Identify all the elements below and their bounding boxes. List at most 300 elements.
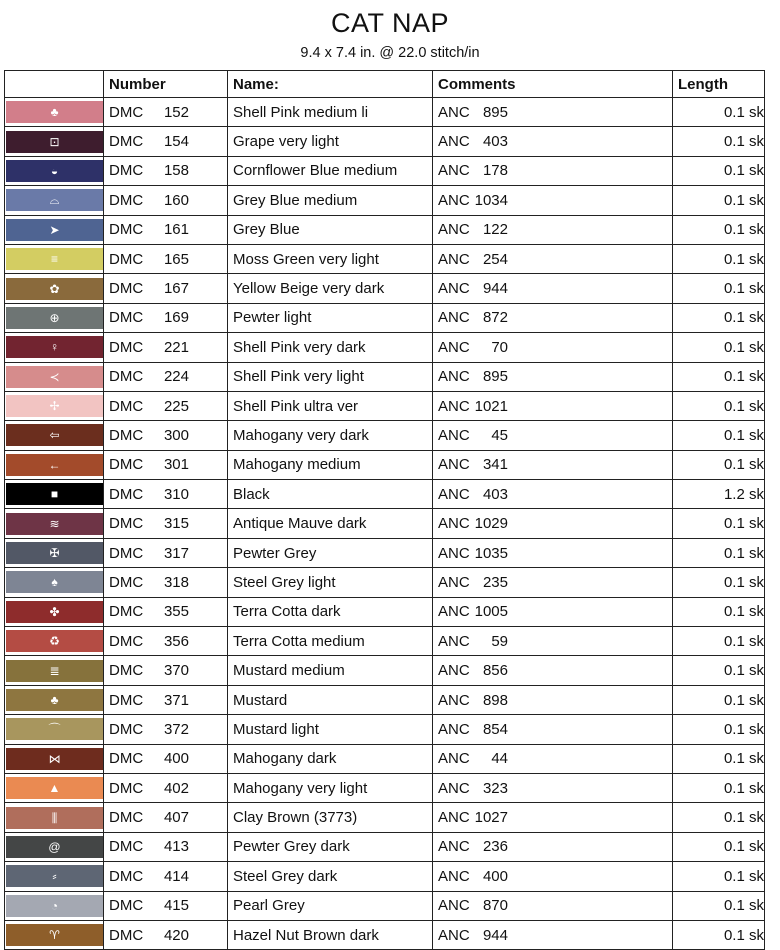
thread-name: Steel Grey dark [228,862,433,891]
anchor-brand: ANC [438,720,470,738]
color-swatch-cell [5,186,104,215]
table-row [5,715,765,744]
table-row [5,862,765,891]
thread-brand: DMC [109,456,144,474]
thread-comment [433,215,673,244]
table-row [5,509,765,538]
table-row [5,920,765,949]
thread-number [104,244,228,273]
table-row [5,333,765,362]
anchor-brand: ANC [438,515,470,533]
thread-name: Black [228,480,433,509]
thread-comment [433,627,673,656]
table-row [5,127,765,156]
thread-number [104,362,228,391]
thread-comment [433,509,673,538]
stitch-symbol-icon: ✿ [49,281,60,296]
anchor-brand: ANC [438,838,470,856]
color-swatch-cell [5,244,104,273]
thread-length: 0.1 sk [673,862,765,891]
thread-length: 0.1 sk [673,509,765,538]
anchor-brand: ANC [438,103,470,121]
thread-brand: DMC [109,897,144,915]
anchor-number: 872 [482,309,508,327]
thread-length: 0.1 sk [673,685,765,714]
table-row [5,186,765,215]
anchor-number: 1035 [474,544,508,562]
thread-code: 158 [163,162,189,180]
thread-code: 300 [163,426,189,444]
color-swatch-cell [5,656,104,685]
color-swatch [6,660,103,682]
anchor-brand: ANC [438,926,470,944]
thread-length: 0.1 sk [673,773,765,802]
color-swatch [6,601,103,623]
anchor-brand: ANC [438,162,470,180]
anchor-number: 870 [482,897,508,915]
stitch-symbol-icon: ≋ [49,516,60,531]
thread-number [104,186,228,215]
thread-comment [433,333,673,362]
thread-code: 407 [163,809,189,827]
color-swatch [6,924,103,946]
stitch-symbol-icon: ♣ [50,105,59,120]
stitch-symbol-icon: ♀ [50,340,59,355]
thread-name: Terra Cotta dark [228,597,433,626]
thread-comment [433,744,673,773]
thread-comment [433,362,673,391]
color-swatch-cell [5,509,104,538]
anchor-number: 403 [482,485,508,503]
color-swatch [6,395,103,417]
thread-name: Shell Pink medium li [228,98,433,127]
thread-name: Steel Grey light [228,568,433,597]
anchor-number: 400 [482,867,508,885]
anchor-brand: ANC [438,280,470,298]
color-swatch-cell [5,215,104,244]
thread-comment [433,156,673,185]
color-swatch-cell [5,450,104,479]
color-swatch-cell [5,362,104,391]
thread-length: 0.1 sk [673,333,765,362]
stitch-symbol-icon: ✢ [49,399,60,414]
thread-brand: DMC [109,691,144,709]
table-row [5,156,765,185]
anchor-brand: ANC [438,662,470,680]
thread-brand: DMC [109,779,144,797]
stitch-symbol-icon: ✠ [49,546,60,561]
anchor-brand: ANC [438,750,470,768]
thread-brand: DMC [109,133,144,151]
thread-number [104,391,228,420]
color-swatch-cell [5,303,104,332]
thread-length: 0.1 sk [673,274,765,303]
table-row [5,744,765,773]
thread-name: Clay Brown (3773) [228,803,433,832]
color-swatch [6,307,103,329]
stitch-symbol-icon: ➤ [49,222,60,237]
color-swatch-cell [5,127,104,156]
header-number: Number [104,71,228,98]
color-swatch [6,807,103,829]
color-swatch-cell [5,832,104,861]
thread-code: 415 [163,897,189,915]
color-swatch [6,101,103,123]
anchor-number: 236 [482,838,508,856]
color-swatch [6,219,103,241]
thread-number [104,333,228,362]
thread-comment [433,538,673,567]
thread-code: 165 [163,250,189,268]
anchor-number: 944 [482,926,508,944]
anchor-number: 59 [491,632,508,650]
color-swatch [6,777,103,799]
thread-name: Hazel Nut Brown dark [228,920,433,949]
thread-comment [433,656,673,685]
stitch-symbol-icon: ◒ [50,163,59,178]
table-row [5,98,765,127]
color-swatch [6,513,103,535]
anchor-number: 254 [482,250,508,268]
thread-brand: DMC [109,397,144,415]
thread-comment [433,597,673,626]
thread-number [104,509,228,538]
thread-brand: DMC [109,103,144,121]
thread-brand: DMC [109,162,144,180]
color-swatch-cell [5,744,104,773]
thread-number [104,685,228,714]
table-header-row [5,71,765,98]
color-swatch [6,189,103,211]
thread-length: 0.1 sk [673,920,765,949]
thread-number [104,98,228,127]
color-swatch-cell [5,685,104,714]
color-swatch [6,160,103,182]
color-swatch-cell [5,480,104,509]
anchor-brand: ANC [438,221,470,239]
thread-brand: DMC [109,838,144,856]
thread-length: 0.1 sk [673,421,765,450]
thread-code: 317 [163,544,189,562]
thread-brand: DMC [109,603,144,621]
thread-code: 414 [163,867,189,885]
thread-brand: DMC [109,280,144,298]
thread-code: 400 [163,750,189,768]
thread-number [104,656,228,685]
stitch-symbol-icon: ⊕ [49,310,60,325]
thread-length: 0.1 sk [673,303,765,332]
thread-name: Yellow Beige very dark [228,274,433,303]
thread-comment [433,773,673,802]
thread-code: 315 [163,515,189,533]
thread-brand: DMC [109,426,144,444]
stitch-symbol-icon: ⸗ [52,869,57,884]
thread-name: Mahogany very light [228,773,433,802]
thread-code: 370 [163,662,189,680]
thread-number [104,920,228,949]
anchor-brand: ANC [438,573,470,591]
thread-length: 0.1 sk [673,244,765,273]
color-swatch [6,336,103,358]
page-title: CAT NAP [330,8,450,38]
anchor-number: 70 [491,338,508,356]
thread-length: 0.1 sk [673,832,765,861]
thread-number [104,773,228,802]
thread-code: 371 [163,691,189,709]
anchor-number: 1027 [474,809,508,827]
anchor-brand: ANC [438,632,470,650]
stitch-symbol-icon: ♣ [50,693,59,707]
thread-name: Mustard [228,685,433,714]
thread-number [104,450,228,479]
thread-brand: DMC [109,926,144,944]
anchor-brand: ANC [438,133,470,151]
anchor-number: 323 [482,779,508,797]
thread-name: Grape very light [228,127,433,156]
stitch-symbol-icon: ⫼ [51,810,58,825]
stitch-symbol-icon: ✤ [49,604,60,619]
thread-code: 152 [163,103,189,121]
thread-comment [433,568,673,597]
anchor-number: 403 [482,133,508,151]
table-row [5,421,765,450]
thread-length: 0.1 sk [673,186,765,215]
stitch-symbol-icon: ♻ [49,634,60,649]
thread-number [104,803,228,832]
thread-name: Pearl Grey [228,891,433,920]
thread-code: 225 [163,397,189,415]
thread-length: 0.1 sk [673,744,765,773]
color-swatch [6,454,103,476]
color-swatch [6,748,103,770]
anchor-brand: ANC [438,544,470,562]
anchor-brand: ANC [438,191,470,209]
anchor-brand: ANC [438,691,470,709]
anchor-brand: ANC [438,368,470,386]
thread-code: 318 [163,573,189,591]
table-row [5,480,765,509]
thread-brand: DMC [109,309,144,327]
stitch-symbol-icon: ▲ [48,781,61,796]
table-body [5,98,765,950]
table-row [5,773,765,802]
thread-length: 1.2 sk [673,480,765,509]
anchor-number: 235 [482,573,508,591]
color-swatch [6,895,103,917]
thread-number [104,568,228,597]
thread-length: 0.1 sk [673,215,765,244]
thread-brand: DMC [109,191,144,209]
color-swatch [6,689,103,711]
thread-number [104,480,228,509]
table-row [5,685,765,714]
thread-name: Antique Mauve dark [228,509,433,538]
thread-length: 0.1 sk [673,127,765,156]
color-swatch [6,248,103,270]
thread-brand: DMC [109,662,144,680]
color-swatch-cell [5,627,104,656]
thread-name: Pewter Grey [228,538,433,567]
color-swatch [6,865,103,887]
color-swatch-cell [5,920,104,949]
thread-comment [433,450,673,479]
thread-comment [433,274,673,303]
anchor-number: 122 [482,221,508,239]
thread-comment [433,186,673,215]
thread-length: 0.1 sk [673,627,765,656]
color-swatch-cell [5,891,104,920]
thread-comment [433,715,673,744]
stitch-symbol-icon: ≡ [50,252,58,267]
anchor-brand: ANC [438,867,470,885]
thread-code: 160 [163,191,189,209]
anchor-brand: ANC [438,426,470,444]
stitch-symbol-icon: ♈ [49,928,60,943]
thread-name: Terra Cotta medium [228,627,433,656]
thread-number [104,215,228,244]
thread-brand: DMC [109,720,144,738]
thread-code: 355 [163,603,189,621]
thread-name: Grey Blue medium [228,186,433,215]
table-row [5,274,765,303]
table-row [5,832,765,861]
stitch-symbol-icon: ⊡ [49,134,60,149]
thread-number [104,303,228,332]
thread-number [104,715,228,744]
anchor-brand: ANC [438,309,470,327]
anchor-number: 44 [491,750,508,768]
thread-brand: DMC [109,750,144,768]
color-swatch-cell [5,391,104,420]
thread-name: Shell Pink ultra ver [228,391,433,420]
color-swatch [6,131,103,153]
thread-number [104,274,228,303]
thread-table [4,70,765,950]
thread-name: Mustard medium [228,656,433,685]
anchor-brand: ANC [438,779,470,797]
anchor-brand: ANC [438,603,470,621]
thread-comment [433,127,673,156]
thread-length: 0.1 sk [673,450,765,479]
color-swatch [6,424,103,446]
table-row [5,391,765,420]
color-swatch [6,836,103,858]
thread-comment [433,920,673,949]
thread-length: 0.1 sk [673,597,765,626]
thread-code: 154 [163,133,189,151]
color-swatch-cell [5,773,104,802]
table-row [5,627,765,656]
table-row [5,538,765,567]
thread-comment [433,421,673,450]
anchor-number: 1005 [474,603,508,621]
anchor-number: 898 [482,691,508,709]
stitch-symbol-icon: @ [48,839,61,854]
thread-number [104,891,228,920]
anchor-number: 1029 [474,515,508,533]
color-swatch-cell [5,568,104,597]
color-swatch [6,278,103,300]
thread-name: Pewter Grey dark [228,832,433,861]
stitch-symbol-icon: ← [48,457,61,472]
header-symbol [5,71,104,98]
thread-length: 0.1 sk [673,891,765,920]
anchor-brand: ANC [438,456,470,474]
thread-code: 221 [163,338,189,356]
thread-brand: DMC [109,544,144,562]
stitch-symbol-icon: ⇦ [49,428,60,443]
stitch-symbol-icon: ■ [50,487,59,502]
thread-length: 0.1 sk [673,803,765,832]
thread-comment [433,244,673,273]
thread-code: 413 [163,838,189,856]
thread-number [104,744,228,773]
anchor-brand: ANC [438,897,470,915]
thread-length: 0.1 sk [673,391,765,420]
page-subtitle: 9.4 x 7.4 in. @ 22.0 stitch/in [300,45,480,61]
anchor-number: 856 [482,662,508,680]
table-row [5,597,765,626]
anchor-number: 45 [491,426,508,444]
stitch-symbol-icon: ≺ [49,369,60,384]
color-swatch-cell [5,538,104,567]
thread-length: 0.1 sk [673,656,765,685]
color-swatch-cell [5,156,104,185]
anchor-number: 1021 [474,397,508,415]
thread-code: 224 [163,368,189,386]
thread-comment [433,685,673,714]
color-swatch [6,571,103,593]
stitch-symbol-icon: ♠ [51,575,58,590]
color-swatch-cell [5,421,104,450]
thread-number [104,627,228,656]
thread-name: Mustard light [228,715,433,744]
thread-number [104,538,228,567]
table-row [5,803,765,832]
color-swatch-cell [5,715,104,744]
thread-brand: DMC [109,632,144,650]
thread-length: 0.1 sk [673,568,765,597]
thread-brand: DMC [109,368,144,386]
thread-comment [433,862,673,891]
color-swatch-cell [5,333,104,362]
thread-length: 0.1 sk [673,538,765,567]
color-swatch-cell [5,597,104,626]
thread-code: 161 [163,221,189,239]
color-swatch-cell [5,862,104,891]
table-row [5,303,765,332]
anchor-number: 895 [482,368,508,386]
thread-brand: DMC [109,867,144,885]
thread-name: Mahogany medium [228,450,433,479]
thread-length: 0.1 sk [673,156,765,185]
thread-name: Mahogany very dark [228,421,433,450]
thread-comment [433,891,673,920]
thread-brand: DMC [109,485,144,503]
color-swatch [6,718,103,740]
table-row [5,215,765,244]
thread-length: 0.1 sk [673,715,765,744]
stitch-symbol-icon: ⌒ [48,722,61,737]
color-swatch-cell [5,274,104,303]
header-name: Name: [228,71,433,98]
stitch-symbol-icon: ⋈ [48,751,61,766]
anchor-number: 341 [482,456,508,474]
thread-comment [433,391,673,420]
thread-comment [433,803,673,832]
thread-code: 372 [163,720,189,738]
thread-name: Moss Green very light [228,244,433,273]
